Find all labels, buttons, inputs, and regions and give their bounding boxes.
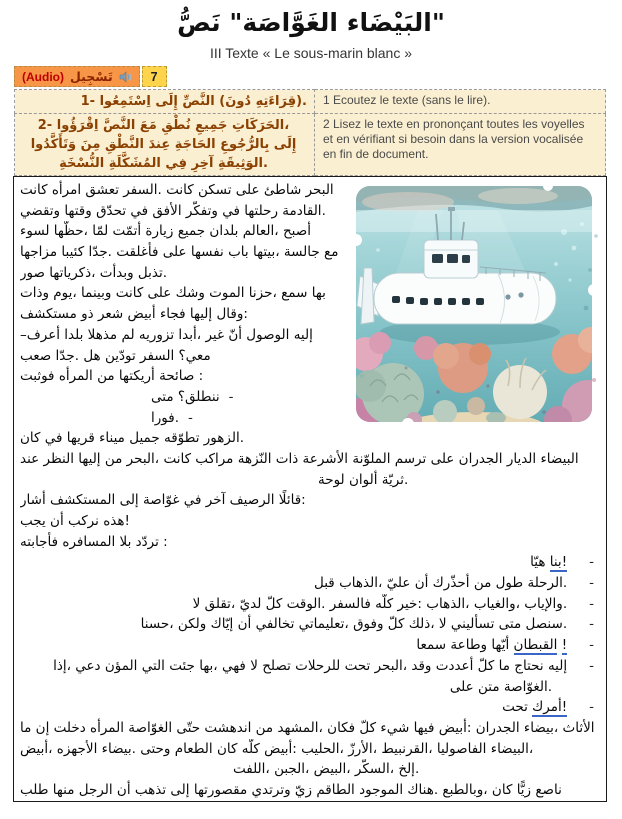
body-line [20, 573, 594, 594]
body-line-text: فأجابته المسافره بلا تردّد : [20, 533, 168, 550]
body-line [20, 346, 342, 367]
body-line-text: أشار المستكشف إلى غوّاصة في آخر الرصيف قائلًا: [20, 492, 306, 509]
bullet-dash: - [589, 637, 594, 654]
body-line-text: أبيض، الأجهزه بيضاء. وحتى الطعام كان كلّه أبيض: الحليب، الأرزّ، القرنبيط، الفاصوليا البيضاء، [20, 740, 534, 757]
body-line-text: كانت امرأه تعشق السفر. كانت تسكن على شاطئ البحر [20, 182, 334, 198]
body-line [20, 780, 600, 801]
body-line-text: اللفت، الجبن، البيض، السكّر، إلخ. [233, 761, 420, 778]
body-line [233, 759, 600, 780]
speaker-icon [119, 71, 132, 83]
body-line-text: مستكشف ذو شعر أبيض فجاء إليها وقال: [20, 306, 248, 323]
body-line-text: هيّا بنا! [530, 554, 568, 571]
audio-arabic-label: تَسْجِيل [69, 69, 113, 84]
body-line [20, 242, 342, 263]
body-line [20, 428, 342, 449]
body-line [151, 387, 342, 408]
audio-latin-label: (Audio) [22, 69, 64, 84]
body-line [20, 325, 342, 346]
body-line-text: وتقضي وقتها تحدّق في الأفق وتفكّر في رحلتها القادمة. [20, 202, 326, 219]
instruction-1-arabic: 1- اِسْتَمِعُوا إِلَى النَّصِّ (دُونَ قِرَاءَتِهِ). [15, 90, 315, 114]
grammar-underline: القبطان ! [513, 637, 568, 654]
body-line-text: تحت أمرك! [502, 699, 568, 716]
body-line-text: صور ذكرياتها، وبدأت تذبل. [20, 264, 168, 281]
page-title: نَصُّ "الغَوَّاصَة البَيْضَاء" [177, 8, 445, 37]
body-line [20, 532, 600, 553]
bullet-dash: - [589, 657, 594, 674]
instruction-row-1 [15, 90, 606, 114]
body-line [318, 470, 600, 491]
audio-row [14, 66, 622, 87]
body-line-text: صعب جدّا. هل تودّين السفر معي؟ [20, 347, 211, 364]
bullet-dash: - [589, 595, 594, 612]
body-line-text: مزاجها كئيبا جدّا. فأغلقت على نفسها باب بيتها، جالسة مع [20, 244, 339, 261]
body-line-text: لسوء حظّها، لمّا أتمّت زيارة جميع بلدان العالم، أصبح [20, 223, 311, 240]
body-line [20, 594, 594, 615]
body-line [20, 366, 342, 387]
submarine-illustration [348, 180, 600, 428]
body-line [20, 221, 342, 242]
body-line-text: ما إن دخلت المرأه الغوّاصة حتّى اندهشت من المشهد، فكان كلّ شيء فيها أبيض: الجدران بيضاء، الأثاث [20, 719, 595, 736]
body-line [20, 697, 594, 718]
body-line-text: فورا. [151, 409, 179, 426]
body-line [20, 677, 552, 698]
body-line-text: متى ننطلق؟ [151, 388, 220, 405]
bullet-dash: - [589, 554, 594, 571]
body-line [20, 614, 594, 635]
body-line-text: سمعا وطاعة أيّها القبطان ! [416, 637, 568, 654]
grammar-underline: بنا! [549, 554, 568, 571]
page-subtitle: III Texte « Le sous-marin blanc » [209, 45, 413, 61]
body-line-text: طلب منها الرجل أن تذهب إلى مقصورتها وترتدي زيّ الطاقم الموجود هناك. وبالطبع، كان زيًّا ناصع [20, 781, 562, 798]
body-line [20, 552, 594, 573]
instructions-table [14, 89, 606, 176]
body-line-text: على متن الغوّاصة. [449, 678, 552, 695]
body-line-text: وذات يوم، وبينما كانت على وشك الموت حزنا، سمع بها [20, 285, 326, 302]
story-box [13, 176, 607, 802]
body-line [20, 263, 342, 284]
body-line-text: لوحة ألوان ثريّة. [318, 471, 409, 488]
body-line [20, 283, 342, 304]
bullet-dash: - [589, 616, 594, 633]
body-line [20, 449, 600, 470]
body-line [20, 201, 342, 222]
body-line-text: عند النظر إليها من البحر، كانت مراكب النّزهة ذات الأشرعة الملوّنة ترسم على الجدران الديار البيضاء [20, 450, 579, 467]
body-line-text: قبل الذهاب، عليّ أن أحذّرك من طول الرحلة. [314, 575, 568, 592]
header [0, 0, 622, 61]
audio-number: 7 [142, 66, 167, 87]
body-line [20, 739, 600, 760]
bullet-dash: - [188, 409, 193, 426]
body-line-text: إذا، دعي المؤن التي جئت بها، فهي لا تصلح للرحلات تحت البحر، وقد أعددت كلّ ما نحتاج إليه [53, 657, 568, 674]
body-line [20, 635, 594, 656]
body-line-text: فوثبت المرأه من أريكتها صائحة : [20, 368, 204, 385]
audio-chip[interactable] [14, 66, 140, 87]
body-line [20, 304, 342, 325]
instruction-1-french: 1 Ecoutez le texte (sans le lire). [315, 90, 606, 114]
body-line [20, 718, 600, 739]
instruction-2-french: 2 Lisez le texte en prononçant toutes les voyelles et en vérifiant si besoin dans la version vocalisée en fin de document. [315, 114, 606, 176]
body-line-text: لا تقلق، لديّ كلّ الوقت. فالسفر كلّه خير: الذهاب، والغياب، والإياب. [192, 595, 568, 612]
instruction-2-arabic: 2- اِقْرَؤُوا النَّصَّ مَعَ نُطْقِ جَمِيعِ الحَرَكَاتِ، وَتَأَكَّدُوا مِنَ النَّطْقِ عِندَ الحَاجَةِ بِالرُّجُوعِ إِلَى النُّسْخَةِ المُشَكَّلَةِ فِي آخِرِ الوَثِيقَةِ. [15, 114, 315, 176]
body-line-text: كان في قريها ميناء جميل تطوّقه الزهور. [20, 430, 244, 447]
bullet-dash: - [589, 699, 594, 716]
body-line [20, 180, 342, 201]
grammar-underline: أمرك! [532, 699, 568, 716]
bullet-dash: - [589, 575, 594, 592]
body-line [20, 656, 594, 677]
body-line [151, 408, 342, 429]
body-line [20, 490, 600, 511]
body-line [20, 511, 600, 532]
bullet-dash: - [228, 388, 234, 405]
instruction-row-2 [15, 114, 606, 176]
body-line-text: حسنا، ولكن إيّاك أن تخالفي تعليماتي، وفوق كلّ ذلك، لا تسأليني متى سنصل. [140, 616, 568, 633]
body-line-text: –أعرف بلدا مذهلا لم تزوريه أبدا، غير أنّ الوصول إليه [20, 326, 313, 343]
body-line-text: يجب أن نركب هذه! [20, 513, 130, 529]
